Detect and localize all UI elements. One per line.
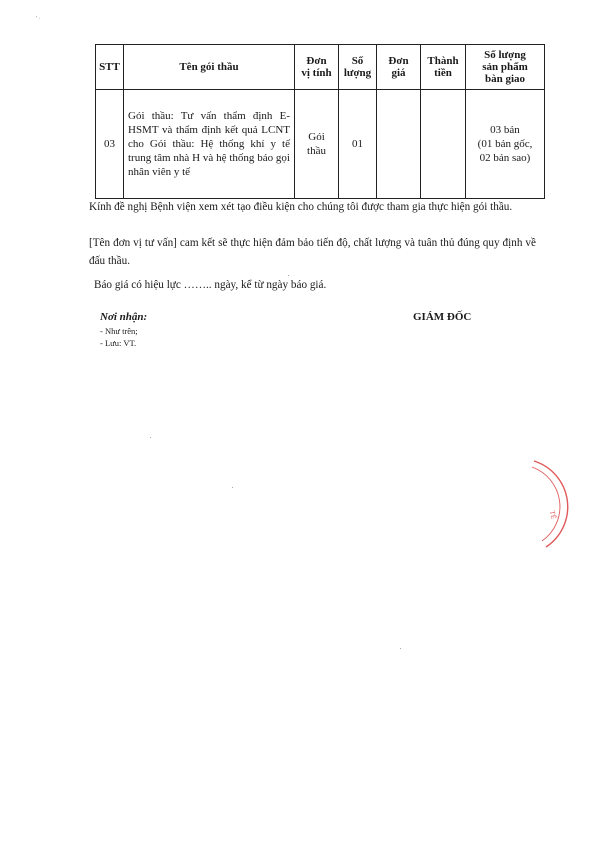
col-header-unit: Đơn vị tính bbox=[295, 45, 339, 90]
recipient-item: - Như trên; bbox=[100, 326, 138, 336]
signature-title: GIÁM ĐỐC bbox=[413, 311, 472, 323]
scan-speck bbox=[232, 487, 233, 488]
col-header-qty: Số lượng bbox=[339, 45, 377, 90]
scan-speck bbox=[150, 437, 151, 438]
request-paragraph: Kính đề nghị Bệnh viện xem xét tạo điều kiện cho chúng tôi được tham gia thực hiện gói thầu. bbox=[89, 201, 513, 213]
stamp-text: TẾ bbox=[548, 509, 558, 520]
commitment-paragraph: [Tên đơn vị tư vấn] cam kết sẽ thực hiện đảm bảo tiến độ, chất lượng và tuân thủ đúng quy định về đấu thầu. bbox=[89, 237, 536, 267]
cell-total bbox=[421, 90, 466, 199]
scan-mark: ' · bbox=[36, 16, 41, 22]
scan-speck bbox=[288, 275, 289, 276]
table-header-row bbox=[96, 45, 545, 90]
recipients-label: Nơi nhận: bbox=[100, 311, 148, 323]
quotation-table bbox=[95, 44, 545, 199]
official-stamp bbox=[520, 455, 580, 555]
col-header-name: Tên gói thầu bbox=[124, 45, 295, 90]
col-header-total: Thành tiền bbox=[421, 45, 466, 90]
validity-paragraph: Báo giá có hiệu lực …….. ngày, kể từ ngày báo giá. bbox=[94, 279, 327, 291]
scan-speck bbox=[400, 648, 401, 649]
col-header-stt: STT bbox=[96, 45, 124, 90]
recipient-item: - Lưu: VT. bbox=[100, 338, 137, 348]
cell-delivered: 03 bản (01 bản gốc, 02 bản sao) bbox=[466, 90, 545, 199]
table-row bbox=[96, 90, 545, 199]
cell-stt: 03 bbox=[96, 90, 124, 199]
cell-qty: 01 bbox=[339, 90, 377, 199]
cell-unit: Gói thầu bbox=[295, 90, 339, 199]
col-header-price: Đơn giá bbox=[377, 45, 421, 90]
col-header-delivered: Số lượng sản phẩm bàn giao bbox=[466, 45, 545, 90]
cell-package-name: Gói thầu: Tư vấn thẩm định E-HSMT và thẩm định kết quả LCNT cho Gói thầu: Hệ thống khí y tế trung tâm nhà H và hệ thống báo gọi nhân viên y tế bbox=[124, 90, 295, 199]
cell-price bbox=[377, 90, 421, 199]
